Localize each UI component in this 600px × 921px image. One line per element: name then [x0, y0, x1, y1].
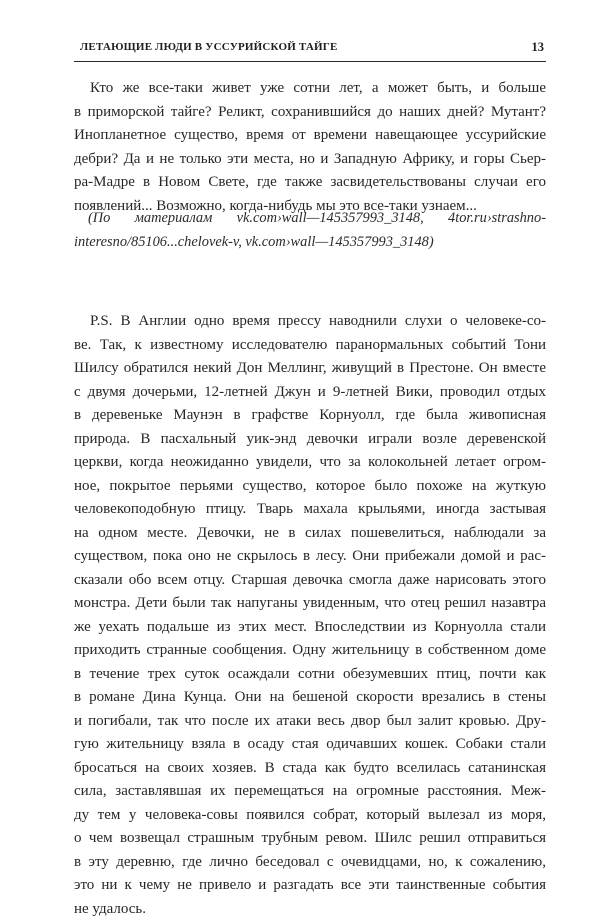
text-line: о чем возвещал страшным трубным ревом. Шилс решил отправиться [74, 827, 546, 851]
text-line: в течение трех суток осаждали сотни обезумевших птиц, почти как [74, 663, 546, 687]
text-line: церкви, когда неожиданно увидели, что за колокольней летает огром- [74, 451, 546, 475]
source-citation [74, 207, 546, 254]
text-line: сила, заставлявшая их перемещаться на огромные расстояния. Меж- [74, 780, 546, 804]
text-line: приходить странные сообщения. Одну жительницу в собственном доме [74, 639, 546, 663]
running-title: ЛЕТАЮЩИЕ ЛЮДИ В УССУРИЙСКОЙ ТАЙГЕ [80, 41, 338, 53]
book-page [74, 0, 546, 750]
paragraph-conclusion [74, 77, 546, 218]
text-line: Шилсу обратился некий Дон Меллинг, живущий в Престоне. Он вместе [74, 357, 546, 381]
text-line: не удалось. [74, 898, 546, 921]
text-line: ное, покрытое перьями существо, которое было похоже на жуткую [74, 475, 546, 499]
citation-line: interesno/85106...chelovek-v, vk.com›wall—145357993_3148) [74, 231, 546, 255]
text-line: гую жительницу взяла в осаду стая одичавших кошек. Собаки стали [74, 733, 546, 757]
text-line: монстра. Дети были так напуганы увиденным, что отец решил назавтра [74, 592, 546, 616]
text-line: в романе Дина Кунца. Они на бешеной скорости врезались в стены [74, 686, 546, 710]
text-line: существом, пока оно не скрылось в лесу. Они прибежали домой и рас- [74, 545, 546, 569]
text-line: появлений... Возможно, когда-нибудь мы это все-таки узнаем... [74, 195, 546, 219]
text-line: с двумя дочерьми, 12-летней Джун и 9-летней Вики, проводил отдых [74, 381, 546, 405]
text-line: и погибали, так что после их атаки весь двор был залит кровью. Дру- [74, 710, 546, 734]
text-line: бросаться на своих хозяев. В стада как будто вселилась сатанинская [74, 757, 546, 781]
text-line: человекоподобную птицу. Тварь махала крыльями, иногда застывая [74, 498, 546, 522]
text-line: это ни к чему не привело и разгадать все эти таинственные события [74, 874, 546, 898]
text-line: Кто же все-таки живет уже сотни лет, а может быть, и больше [74, 77, 546, 101]
citation-line: (По материалам vk.com›wall—145357993_3148, 4tor.ru›strashno- [74, 207, 546, 231]
running-header [74, 37, 546, 62]
text-line: в эту деревню, где лично беседовал с очевидцами, но, к сожалению, [74, 851, 546, 875]
text-line: сказали обо всем отцу. Старшая девочка смогла даже нарисовать этого [74, 569, 546, 593]
text-line: дебри? Да и не только эти места, но и Западную Африку, и горы Сьер- [74, 148, 546, 172]
page-number: 13 [532, 40, 545, 55]
text-line: в приморской тайге? Реликт, сохранившийся до наших дней? Мутант? [74, 101, 546, 125]
text-line: ра-Мадре в Новом Свете, где также засвидетельствованы случаи его [74, 171, 546, 195]
text-line: же уехать подальше из этих мест. Впоследствии из Корнуолла стали [74, 616, 546, 640]
text-line: Инопланетное существо, время от времени навещающее уссурийские [74, 124, 546, 148]
paragraph-postscript [74, 310, 546, 921]
text-line: в деревеньке Маунэн в графстве Корнуолл, где была живописная [74, 404, 546, 428]
text-line: природа. В пасхальный уик-энд девочки играли возле деревенской [74, 428, 546, 452]
text-line: ве. Так, к известному исследователю паранормальных событий Тони [74, 334, 546, 358]
text-line: P.S. В Англии одно время прессу наводнили слухи о человеке-со- [74, 310, 546, 334]
text-line: ду тем у человека-совы появился собрат, который вылезал из моря, [74, 804, 546, 828]
text-line: на одном месте. Девочки, не в силах пошевелиться, наблюдали за [74, 522, 546, 546]
